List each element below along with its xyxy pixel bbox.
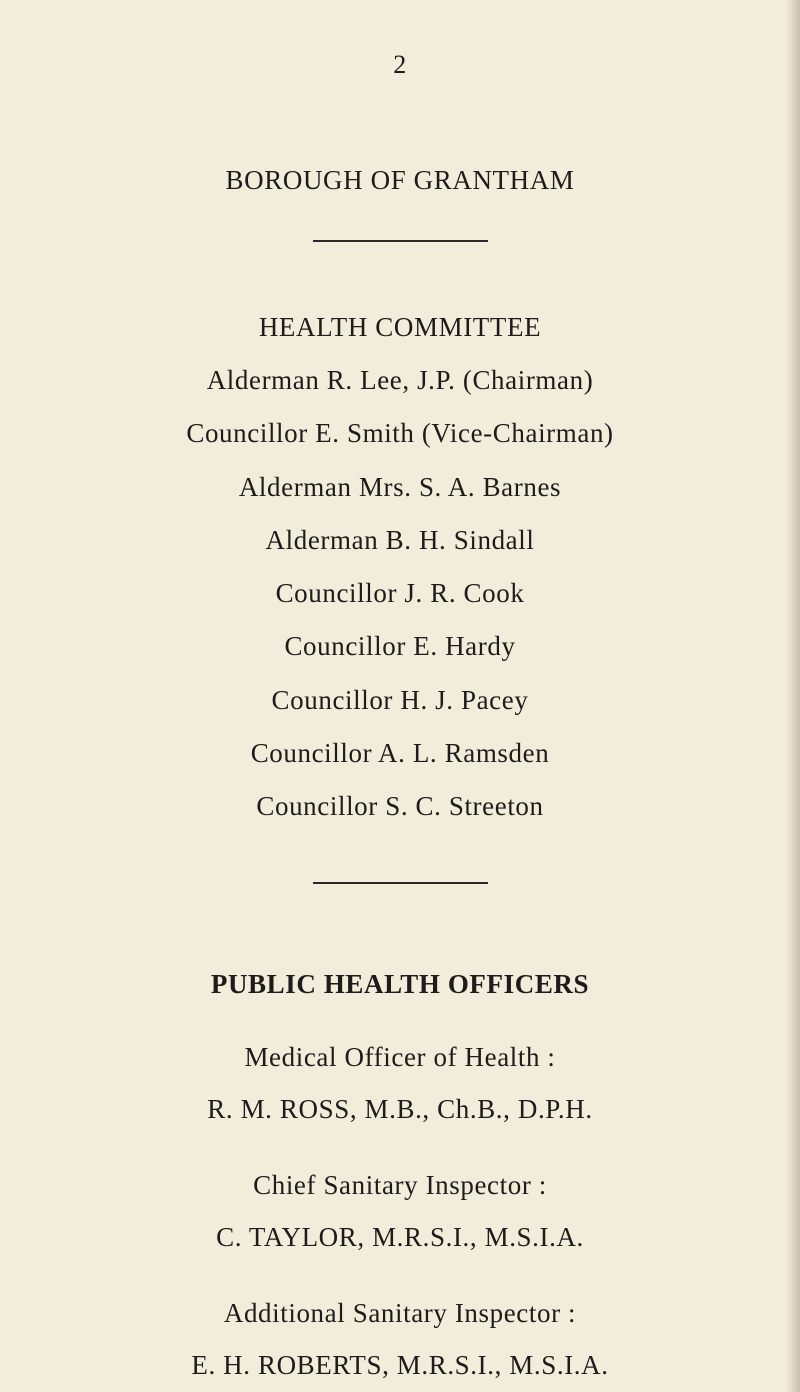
committee-member: Councillor E. Hardy xyxy=(284,631,516,661)
officer-role: Additional Sanitary Inspector : xyxy=(223,1298,577,1328)
officer-role: Medical Officer of Health : xyxy=(244,1042,556,1072)
officer-role: Chief Sanitary Inspector : xyxy=(253,1170,547,1200)
document-title: BOROUGH OF GRANTHAM xyxy=(225,165,575,195)
committee-member: Councillor J. R. Cook xyxy=(275,578,525,608)
officer-name: R. M. ROSS, M.B., Ch.B., D.P.H. xyxy=(207,1094,593,1124)
divider xyxy=(313,240,488,242)
committee-member: Councillor A. L. Ramsden xyxy=(250,738,550,768)
committee-member: Alderman R. Lee, J.P. (Chairman) xyxy=(206,365,594,395)
committee-member: Councillor E. Smith (Vice-Chairman) xyxy=(186,418,614,448)
officer-name: C. TAYLOR, M.R.S.I., M.S.I.A. xyxy=(216,1222,584,1252)
committee-member: Alderman B. H. Sindall xyxy=(265,525,535,555)
committee-heading: HEALTH COMMITTEE xyxy=(258,312,542,342)
committee-member: Councillor H. J. Pacey xyxy=(271,685,529,715)
page-number: 2 xyxy=(393,50,407,79)
officers-heading: PUBLIC HEALTH OFFICERS xyxy=(210,969,590,999)
committee-member: Councillor S. C. Streeton xyxy=(256,791,544,821)
officer-name: E. H. ROBERTS, M.R.S.I., M.S.I.A. xyxy=(191,1350,609,1380)
committee-member: Alderman Mrs. S. A. Barnes xyxy=(238,472,562,502)
divider xyxy=(313,882,488,884)
